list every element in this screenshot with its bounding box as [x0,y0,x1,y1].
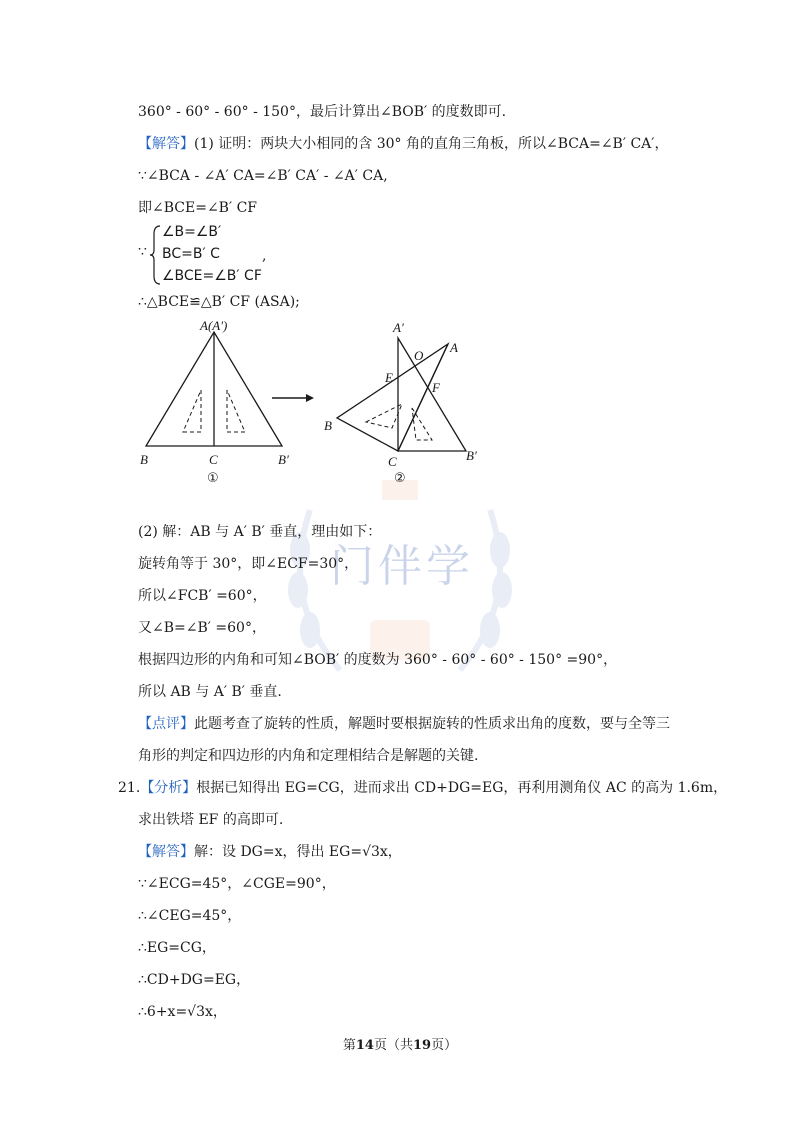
label-o: O [414,348,424,363]
footer-suffix: 页） [431,1038,458,1053]
label-c-2: C [388,454,397,469]
brace-row: BC=B′ C [162,246,220,262]
text-line: 求出铁塔 EF 的高即可. [138,812,284,828]
text-line: 又∠B=∠B′ =60°， [138,620,266,636]
label-b-2: B [324,418,332,433]
text-line: ∴6+x=√3x， [138,1004,227,1020]
figure-number-2: ② [394,471,406,486]
label-b: B [140,452,148,467]
text-line: 所以 AB 与 A′ B′ 垂直. [138,684,282,700]
text-line-content: 此题考查了旋转的性质，解题时要根据旋转的性质求出角的度数，要与全等三 [194,716,670,732]
rotation-figure [130,318,510,490]
brace-conditions [138,224,338,286]
text-line: ∴CD+DG=EG， [138,972,251,988]
text-line: ∴△BCE≌△B′ CF (ASA); [138,294,300,310]
text-line [138,842,402,862]
footer-middle: 页（共 [373,1038,413,1053]
text-line: 所以∠FCB′ =60°， [138,588,267,604]
page-total: 19 [413,1038,432,1053]
footer-prefix: 第 [342,1038,356,1053]
label-f: F [432,380,440,395]
label-bprime: B′ [278,452,289,467]
brace-icon [150,224,162,286]
label-a: A [450,340,458,355]
answer-tag: 【解答】 [138,136,194,152]
text-line: 根据四边形的内角和可知∠BOB′ 的度数为 360° - 60° - 60° - 150° =90°， [138,652,618,668]
page-footer [0,1034,800,1053]
text-line-content: 根据已知得出 EG=CG，进而求出 CD+DG=EG，再利用测角仪 AC 的高为 1.6m， [196,780,728,796]
text-line: ∵∠ECG=45°，∠CGE=90°， [138,876,336,892]
arrow-icon [272,394,314,402]
label-e: E [385,370,393,385]
analysis-tag: 【分析】 [140,780,197,796]
text-line: ∴EG=CG， [138,940,216,956]
label-c: C [209,452,218,467]
answer-tag: 【解答】 [138,844,194,860]
text-line: 360° - 60° - 60° - 150°，最后计算出∠BOB′ 的度数即可. [138,104,507,120]
text-line: ∵∠BCA - ∠A′ CA=∠B′ CA′ - ∠A′ CA, [138,168,388,184]
text-line: 角形的判定和四边形的内角和定理相结合是解题的关键. [138,748,479,764]
figure-number-1: ① [207,471,219,486]
text-line-content: (1) 证明：两块大小相同的含 30° 角的直角三角板，所以∠BCA=∠B′ CA′， [194,136,669,152]
brace-comma: , [262,248,267,264]
figure-1 [140,318,289,486]
text-line: 旋转角等于 30°，即∠ECF=30°， [138,556,359,572]
figure-2 [324,320,477,486]
text-line: (2) 解：AB 与 A′ B′ 垂直，理由如下： [138,524,382,540]
text-line [138,134,668,154]
brace-row: ∠B=∠B′ [162,224,222,240]
because-symbol: ∵ [138,244,147,260]
label-a-aprime: A(A′) [200,318,228,333]
label-bprime-2: B′ [466,448,477,463]
text-line: 即∠BCE=∠B′ CF [138,200,258,216]
label-aprime: A′ [393,320,404,335]
text-line-content: 解：设 DG=x，得出 EG=√3x， [194,844,402,860]
watermark-text: 门伴学 [330,541,474,592]
question-number: 21. [118,780,141,796]
text-line [138,714,670,734]
text-line [118,778,727,798]
page-number: 14 [355,1038,374,1053]
brace-row: ∠BCE=∠B′ CF [162,268,262,284]
comment-tag: 【点评】 [138,716,194,732]
text-line: ∴∠CEG=45°， [138,908,242,924]
